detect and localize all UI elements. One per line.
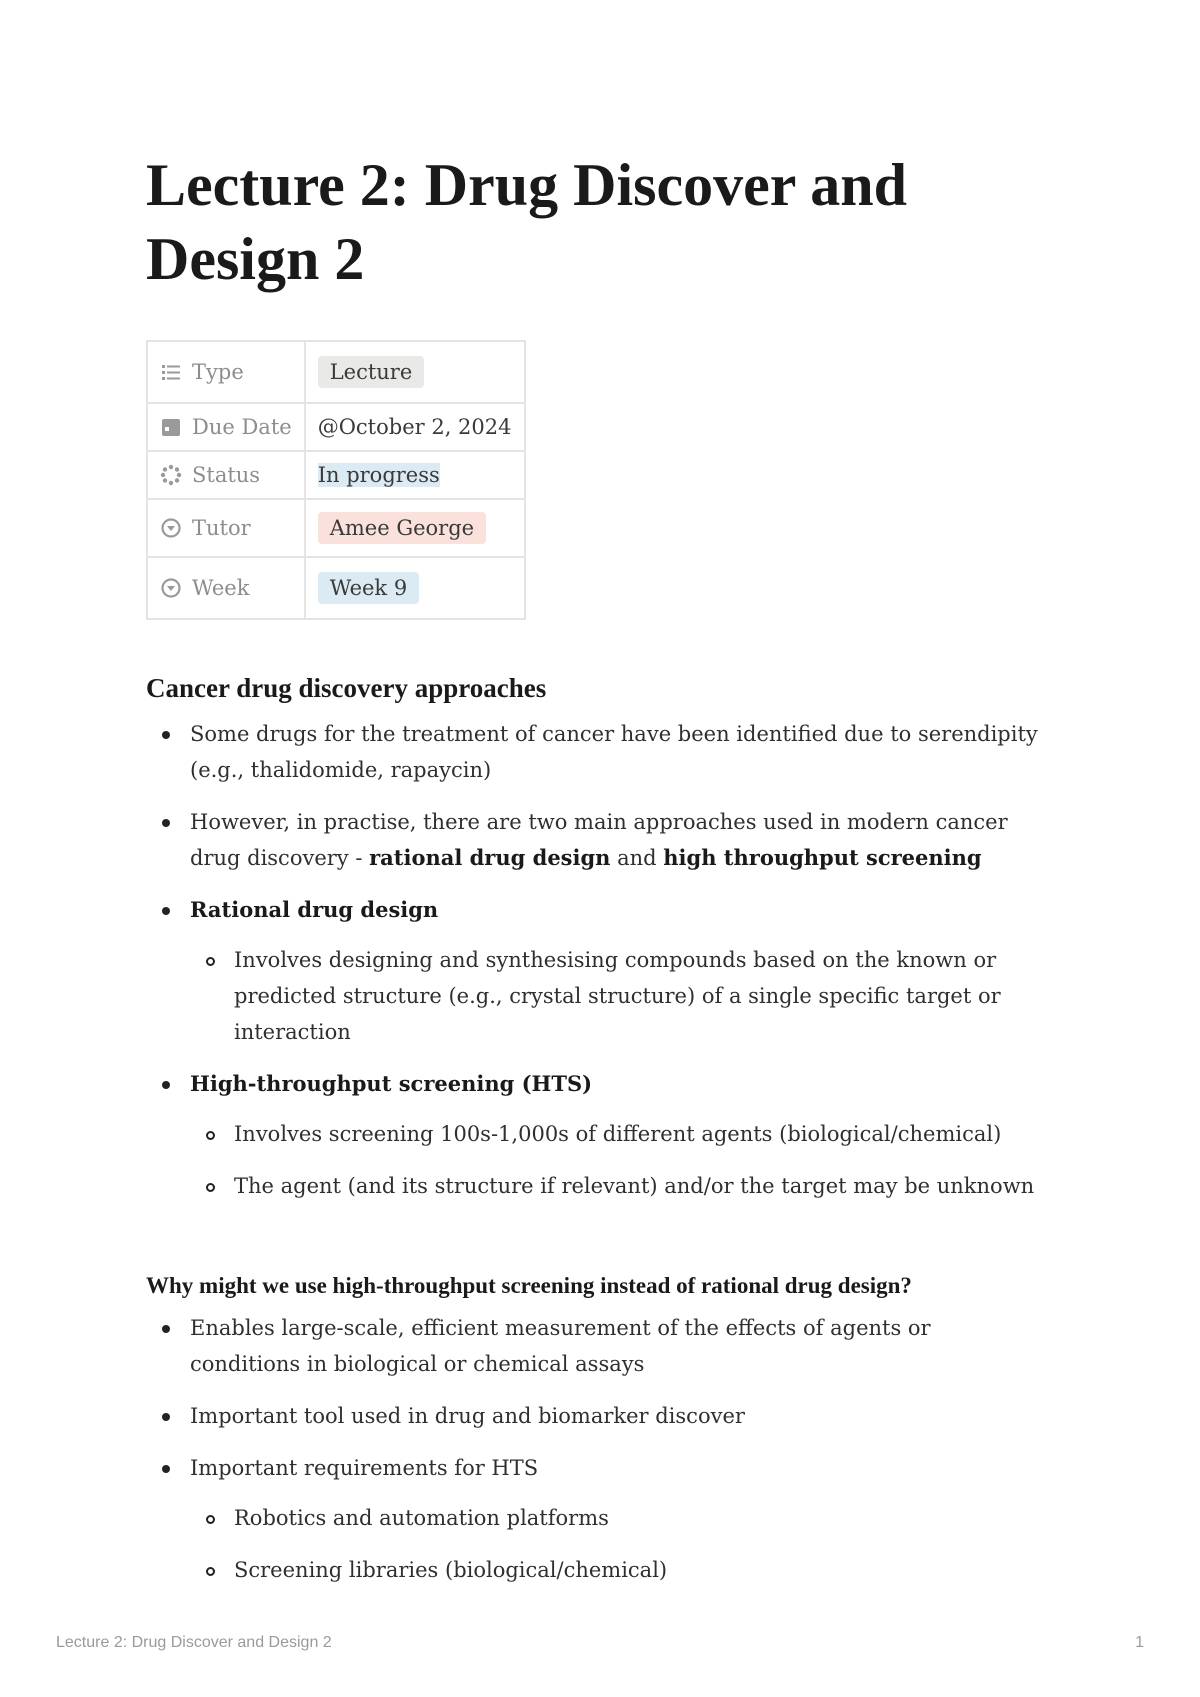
page-title: Lecture 2: Drug Discover and Design 2 xyxy=(146,152,908,292)
question-heading: Why might we use high-throughput screening instead of rational drug design? xyxy=(146,1273,912,1298)
list-item: Important tool used in drug and biomarker discover xyxy=(146,1398,1046,1434)
sub-list xyxy=(190,1116,1046,1204)
sub-list xyxy=(190,942,1046,1050)
type-tag[interactable]: Lecture xyxy=(318,356,425,388)
sub-list xyxy=(190,1500,1046,1588)
bullet-list xyxy=(146,716,1046,1204)
status-spinner-icon xyxy=(160,464,182,486)
property-key: Status xyxy=(192,463,261,487)
properties-table xyxy=(146,340,526,620)
sub-list-item: Involves screening 100s-1,000s of different agents (biological/chemical) xyxy=(190,1116,1046,1152)
property-row-due-date xyxy=(147,403,525,451)
property-key: Week xyxy=(192,576,250,600)
status-value[interactable]: In progress xyxy=(317,463,440,487)
sub-list-item: The agent (and its structure if relevant) and/or the target may be unknown xyxy=(190,1168,1046,1204)
due-date-value[interactable]: @October 2, 2024 xyxy=(317,415,512,439)
week-tag[interactable]: Week 9 xyxy=(318,572,420,604)
property-row-status xyxy=(147,451,525,499)
list-item: However, in practise, there are two main approaches used in modern cancer drug discovery - rational drug design and high throughput screening xyxy=(146,804,1046,876)
select-circle-icon xyxy=(160,517,182,539)
sub-list-item: Robotics and automation platforms xyxy=(190,1500,1046,1536)
tutor-tag[interactable]: Amee George xyxy=(318,512,486,544)
list-item: Enables large-scale, efficient measurement of the effects of agents or conditions in biological or chemical assays xyxy=(146,1310,1046,1382)
property-row-tutor xyxy=(147,499,525,557)
list-item: Rational drug design Involves designing and synthesising compounds based on the known or predicted structure (e.g., crystal structure) of a single specific target or interaction xyxy=(146,892,1046,1050)
select-circle-icon xyxy=(160,577,182,599)
list-item: Important requirements for HTS Robotics and automation platforms Screening libraries (biological/chemical) xyxy=(146,1450,1046,1588)
sub-list-item: Screening libraries (biological/chemical) xyxy=(190,1552,1046,1588)
section-heading: Cancer drug discovery approaches xyxy=(146,673,547,703)
property-key: Type xyxy=(192,360,244,384)
document-body xyxy=(146,668,1046,1604)
bullet-list xyxy=(146,1310,1046,1588)
list-item: High-throughput screening (HTS) Involves screening 100s-1,000s of different agents (biological/chemical) The agent (and its structure if relevant) and/or the target may be unknown xyxy=(146,1066,1046,1204)
page-number: 1 xyxy=(1135,1634,1144,1651)
property-key: Tutor xyxy=(192,516,251,540)
footer-title: Lecture 2: Drug Discover and Design 2 xyxy=(56,1634,332,1651)
calendar-icon xyxy=(160,416,182,438)
page-footer xyxy=(56,1634,1144,1652)
list-item: Some drugs for the treatment of cancer have been identified due to serendipity (e.g., thalidomide, rapaycin) xyxy=(146,716,1046,788)
property-row-week xyxy=(147,557,525,619)
property-key: Due Date xyxy=(192,415,292,439)
property-row-type xyxy=(147,341,525,403)
list-icon xyxy=(160,361,182,383)
sub-list-item: Involves designing and synthesising compounds based on the known or predicted structure (e.g., crystal structure) of a single specific target or interaction xyxy=(190,942,1046,1050)
